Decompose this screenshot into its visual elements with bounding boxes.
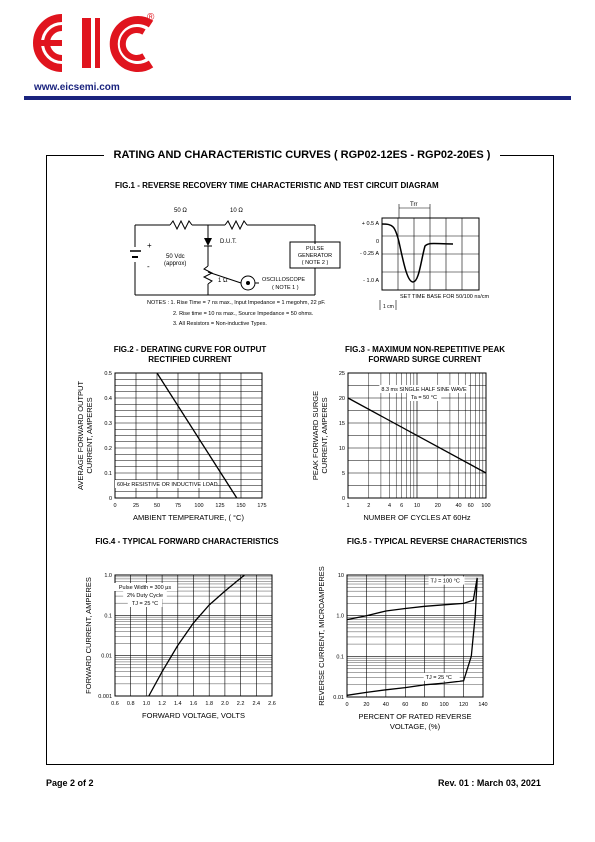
page-title: RATING AND CHARACTERISTIC CURVES ( RGP02-12ES - RGP02-20ES ) <box>113 149 491 161</box>
fig5-xtick-label: 80 <box>421 702 428 708</box>
fig1-note-1: NOTES : 1. Rise Time = 7 ns max., Input Impedance = 1 megohm, 22 pF. <box>147 300 326 306</box>
fig5-series-label: TJ = 100 °C <box>430 578 460 585</box>
frame-top-right <box>500 155 553 156</box>
svg-text:10 Ω: 10 Ω <box>230 208 243 214</box>
svg-text:PULSE: PULSE <box>305 246 325 252</box>
fig3-xtick-label: 40 <box>455 503 462 509</box>
fig5-plot-frame <box>347 575 483 697</box>
fig3-title: FIG.3 - MAXIMUM NON-REPETITIVE PEAK <box>344 345 506 354</box>
frame-top-left <box>46 155 104 156</box>
recovery-curve <box>382 224 453 282</box>
fig5-xtick-label: 140 <box>478 702 488 708</box>
fig4-xtick-label: 0.6 <box>111 701 119 707</box>
resistor-50-ohm <box>170 221 192 229</box>
fig3-xtick-label: 100 <box>481 503 491 509</box>
fig2-xtick-label: 75 <box>174 503 182 509</box>
fig4-xtick-label: 1.0 <box>142 701 151 707</box>
fig3-ytick-label: 0 <box>341 496 345 502</box>
fig4-xtick-label: 2.0 <box>221 701 229 707</box>
fig4-annotation: 2% Duty Cycle <box>126 593 164 599</box>
svg-text:50 Vdc: 50 Vdc <box>166 254 185 260</box>
fig3-xtick-label: 10 <box>413 503 421 509</box>
svg-text:(approx): (approx) <box>164 261 187 267</box>
svg-text:( NOTE 2 ): ( NOTE 2 ) <box>301 260 329 266</box>
fig4-xlabel: FORWARD VOLTAGE, VOLTS <box>142 711 245 720</box>
fig3-annotation: 8.3 ms SINGLE HALF SINE WAVE <box>381 387 467 393</box>
fig3-xtick-label: 60 <box>467 503 474 509</box>
fig4-annotation: Pulse Width = 300 μs <box>118 585 172 591</box>
fig4-xtick-label: 2.6 <box>268 701 276 707</box>
fig4-xtick-label: 1.6 <box>189 701 198 707</box>
fig4-ytick-label: 1.0 <box>104 573 112 579</box>
fig3-ytick-label: 25 <box>338 371 345 377</box>
fig2-xtick-label: 125 <box>215 503 225 509</box>
svg-text:SET TIME BASE FOR 50/100 ns/c: SET TIME BASE FOR 50/100 ns/cm <box>400 294 490 300</box>
registered-mark: ® <box>147 12 155 23</box>
fig4-xtick-label: 0.8 <box>126 701 135 707</box>
fig3-xtick-label: 4 <box>388 503 392 509</box>
fig1-note-2: 2. Rise time = 10 ns max., Source Impedance = 50 ohms. <box>173 311 314 317</box>
fig5-xtick-label: 120 <box>458 702 469 708</box>
fig2-title: RECTIFIED CURRENT <box>148 355 232 364</box>
fig4-ylabel: FORWARD CURRENT, AMPERES <box>84 577 93 694</box>
fig2-xlabel: AMBIENT TEMPERATURE, ( °C) <box>133 513 244 522</box>
fig5-xtick-label: 0 <box>345 702 349 708</box>
fig2-xtick-label: 0 <box>113 503 117 509</box>
fig2-ytick-label: 0 <box>108 496 112 502</box>
fig3-ytick-label: 20 <box>338 396 345 402</box>
header-rule <box>24 96 571 100</box>
fig4-xtick-label: 1.4 <box>173 701 182 707</box>
fig3-xtick-label: 1 <box>346 503 350 509</box>
fig1-waveform <box>355 198 530 313</box>
fig4-ytick-label: 0.1 <box>104 613 112 620</box>
fig3-xtick-label: 20 <box>434 503 441 509</box>
fig4-title: FIG.4 - TYPICAL FORWARD CHARACTERISTICS <box>95 537 279 546</box>
fig4-xtick-label: 1.2 <box>158 701 166 707</box>
fig1-title: FIG.1 - REVERSE RECOVERY TIME CHARACTERISTIC AND TEST CIRCUIT DIAGRAM <box>115 181 439 190</box>
fig5-title: FIG.5 - TYPICAL REVERSE CHARACTERISTICS <box>346 537 528 546</box>
fig2-ytick-label: 0.5 <box>104 371 112 377</box>
svg-text:-: - <box>147 262 150 271</box>
fig2-ytick-label: 0.3 <box>104 421 112 427</box>
fig2-ytick-label: 0.1 <box>104 471 112 477</box>
fig5-xlabel: PERCENT OF RATED REVERSE <box>358 712 472 721</box>
fig2-xtick-label: 50 <box>153 503 161 509</box>
fig4-chart <box>75 532 290 732</box>
fig3-ytick-label: 5 <box>341 471 345 477</box>
svg-text:GENERATOR: GENERATOR <box>297 253 333 259</box>
fig3-ytick-label: 10 <box>338 446 345 452</box>
svg-text:1 cm: 1 cm <box>383 304 394 310</box>
footer-page: Page 2 of 2 <box>46 778 94 788</box>
fig3-xtick-label: 6 <box>400 503 404 509</box>
fig4-xtick-label: 2.4 <box>252 701 261 707</box>
fig3-chart <box>310 340 510 525</box>
svg-text:+ 0.5 A: + 0.5 A <box>361 221 379 227</box>
resistor-1-ohm <box>204 266 212 284</box>
fig2-xtick-label: 150 <box>236 503 246 509</box>
fig2-ylabel: AVERAGE FORWARD OUTPUT <box>76 380 85 491</box>
fig5-ylabel: REVERSE CURRENT, MICROAMPERES <box>317 566 326 706</box>
fig2-xtick-label: 100 <box>194 503 204 509</box>
fig2-annotation: 60Hz RESISTIVE OR INDUCTIVE LOAD <box>117 482 218 488</box>
fig2-ylabel: CURRENT, AMPERES <box>85 397 94 474</box>
fig3-ylabel: PEAK FORWARD SURGE <box>311 390 320 481</box>
fig4-xtick-label: 1.8 <box>205 701 214 707</box>
diode-icon <box>204 238 212 246</box>
fig3-annotation: Ta = 50 °C <box>411 395 437 401</box>
fig5-xtick-label: 40 <box>382 702 389 708</box>
svg-text:0: 0 <box>375 239 379 245</box>
fig3-xlabel: NUMBER OF CYCLES AT 60Hz <box>363 513 471 522</box>
fig5-xtick-label: 20 <box>363 702 370 708</box>
fig5-chart <box>310 532 535 742</box>
fig3-ylabel: CURRENT, AMPERES <box>320 397 329 474</box>
svg-text:( NOTE 1 ): ( NOTE 1 ) <box>272 285 299 291</box>
fig4-ytick-label: 0.01 <box>101 653 112 660</box>
fig5-xlabel: VOLTAGE, (%) <box>389 722 441 731</box>
svg-text:- 1.0 A: - 1.0 A <box>363 278 379 284</box>
svg-text:50 Ω: 50 Ω <box>174 208 187 214</box>
fig5-xtick-label: 100 <box>439 702 449 708</box>
svg-text:- 0.25 A: - 0.25 A <box>360 251 379 257</box>
svg-text:D.U.T.: D.U.T. <box>220 239 237 245</box>
fig4-ytick-label: 0.001 <box>98 694 112 700</box>
fig5-ytick-label: 0.1 <box>336 654 344 661</box>
fig2-ytick-label: 0.2 <box>104 446 112 452</box>
svg-text:1 Ω: 1 Ω <box>218 278 228 284</box>
fig2-xtick-label: 25 <box>132 503 140 509</box>
fig5-ytick-label: 10 <box>337 573 344 579</box>
resistor-10-ohm <box>225 221 247 229</box>
fig5-ytick-label: 0.01 <box>333 695 344 701</box>
fig2-title: FIG.2 - DERATING CURVE FOR OUTPUT <box>113 345 267 354</box>
fig1-note-3: 3. All Resistors = Non-inductive Types. <box>173 321 267 327</box>
eic-logo <box>26 10 161 80</box>
fig5-ytick-label: 1.0 <box>336 613 344 620</box>
fig2-xtick-label: 175 <box>257 503 267 509</box>
fig3-ytick-label: 15 <box>338 421 345 427</box>
footer-revision: Rev. 01 : March 03, 2021 <box>438 778 541 788</box>
fig3-xtick-label: 2 <box>367 503 371 509</box>
fig4-annotation: TJ = 25 °C <box>131 601 159 607</box>
svg-text:OSCILLOSCOPE: OSCILLOSCOPE <box>262 277 306 283</box>
fig5-xtick-label: 60 <box>402 702 409 708</box>
fig5-series-label: TJ = 25 °C <box>425 674 452 681</box>
fig2-ytick-label: 0.4 <box>104 396 112 402</box>
fig4-xtick-label: 2.2 <box>236 701 245 707</box>
fig3-title: FORWARD SURGE CURRENT <box>368 355 482 364</box>
website-link[interactable]: www.eicsemi.com <box>34 82 120 93</box>
svg-text:+: + <box>147 241 152 250</box>
svg-text:Trr: Trr <box>410 202 418 208</box>
fig2-chart <box>75 340 275 525</box>
